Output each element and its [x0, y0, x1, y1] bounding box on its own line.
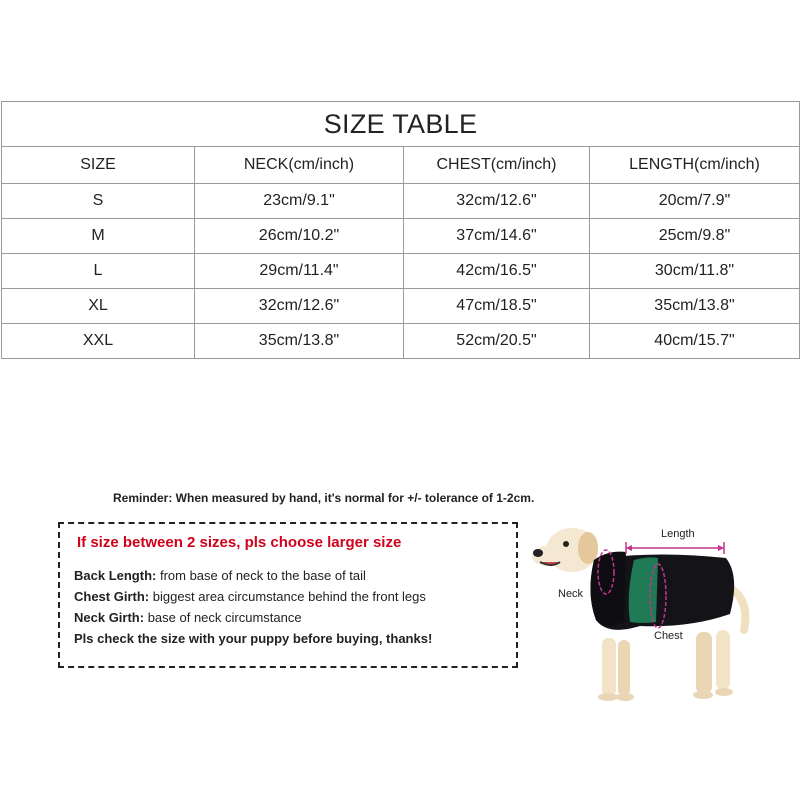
dog-hind-leg [716, 630, 730, 690]
cell-length: 25cm/9.8" [590, 219, 800, 254]
dog-measurement-diagram [530, 510, 790, 710]
back-length-label: Back Length: [74, 568, 157, 583]
table-header-row [2, 147, 800, 184]
cell-chest: 52cm/20.5" [404, 324, 590, 359]
cell-chest: 42cm/16.5" [404, 254, 590, 289]
neck-label: Neck [558, 588, 584, 600]
dog-illustration [530, 510, 790, 710]
chest-girth-label: Chest Girth: [74, 589, 150, 604]
dog-front-leg [602, 638, 616, 696]
neck-girth-note [74, 610, 302, 625]
header-neck: NECK(cm/inch) [195, 147, 404, 184]
cell-chest: 37cm/14.6" [404, 219, 590, 254]
dog-nose [533, 549, 543, 557]
closing-note: Pls check the size with your puppy before buying, thanks! [74, 631, 433, 646]
cell-size: XL [2, 289, 195, 324]
size-advice-headline: If size between 2 sizes, pls choose larger size [77, 534, 402, 551]
table-row [2, 219, 800, 254]
table-title: SIZE TABLE [2, 102, 800, 147]
cell-neck: 23cm/9.1" [195, 184, 404, 219]
table-row [2, 289, 800, 324]
dog-front-leg [618, 640, 630, 696]
cell-chest: 47cm/18.5" [404, 289, 590, 324]
cell-length: 20cm/7.9" [590, 184, 800, 219]
reminder-text: Reminder: When measured by hand, it's normal for +/- tolerance of 1-2cm. [113, 491, 535, 505]
dog-hind-leg [696, 632, 712, 694]
table-row [2, 254, 800, 289]
table-row [2, 324, 800, 359]
cell-length: 35cm/13.8" [590, 289, 800, 324]
neck-girth-text: base of neck circumstance [144, 610, 302, 625]
cell-neck: 29cm/11.4" [195, 254, 404, 289]
coat-green-panel [629, 557, 658, 623]
back-length-note [74, 568, 366, 583]
back-length-text: from base of neck to the base of tail [156, 568, 366, 583]
cell-neck: 26cm/10.2" [195, 219, 404, 254]
chest-girth-text: biggest area circumstance behind the front legs [149, 589, 426, 604]
cell-size: XXL [2, 324, 195, 359]
cell-size: S [2, 184, 195, 219]
size-table [1, 101, 800, 359]
cell-size: M [2, 219, 195, 254]
cell-size: L [2, 254, 195, 289]
dog-ear [578, 532, 598, 564]
chest-label: Chest [654, 630, 683, 642]
chest-girth-note [74, 589, 426, 604]
cell-length: 40cm/15.7" [590, 324, 800, 359]
cell-chest: 32cm/12.6" [404, 184, 590, 219]
header-size: SIZE [2, 147, 195, 184]
header-chest: CHEST(cm/inch) [404, 147, 590, 184]
cell-neck: 32cm/12.6" [195, 289, 404, 324]
header-length: LENGTH(cm/inch) [590, 147, 800, 184]
table-row [2, 184, 800, 219]
dog-eye [563, 541, 569, 547]
neck-girth-label: Neck Girth: [74, 610, 145, 625]
measurement-notes-box [58, 522, 518, 668]
cell-neck: 35cm/13.8" [195, 324, 404, 359]
length-label: Length [661, 528, 695, 540]
cell-length: 30cm/11.8" [590, 254, 800, 289]
